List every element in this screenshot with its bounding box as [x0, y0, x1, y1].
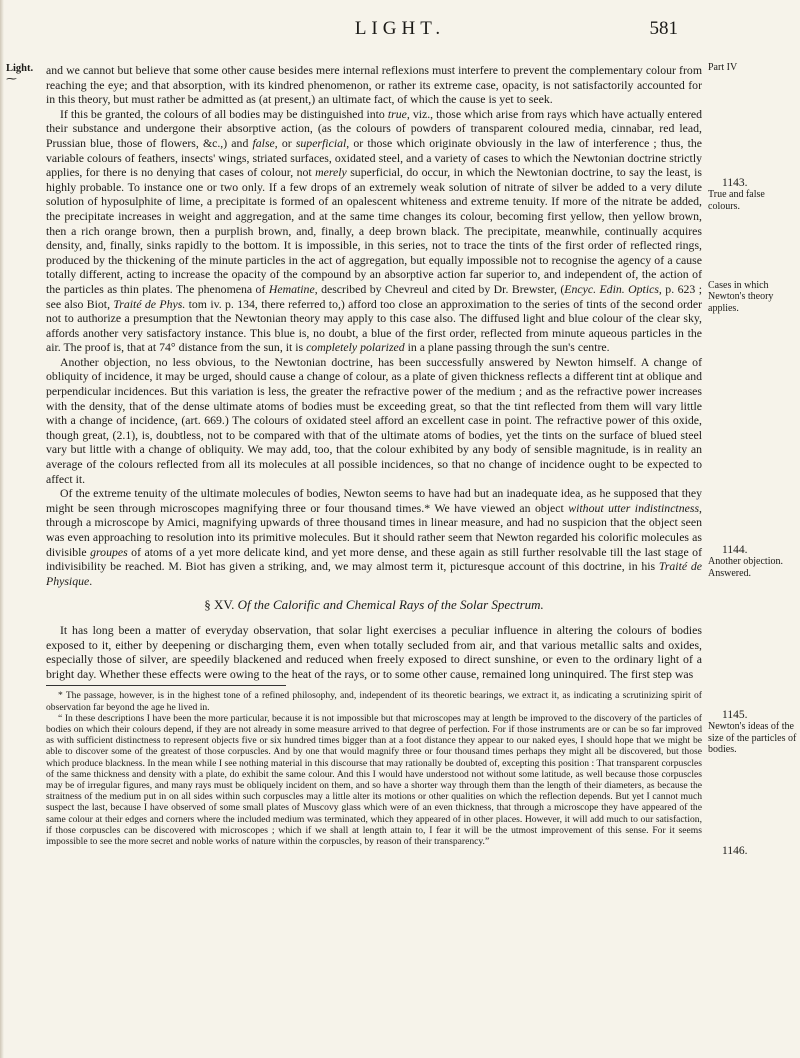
main-text — [46, 63, 702, 847]
page-number: 581 — [649, 18, 678, 39]
margin-note: 1144. Another objection. Answered. — [708, 544, 783, 579]
part-label: Part IV — [708, 62, 738, 73]
section-heading — [46, 598, 702, 613]
page-header — [0, 18, 800, 48]
footnote-divider — [46, 685, 286, 686]
page-edge — [0, 0, 4, 1058]
margin-note: 1145. Newton's ideas of the size of the particles of bodies. — [708, 709, 797, 756]
margin-note: Cases in which Newton's theory applies. — [708, 280, 774, 314]
margin-note: 1143. True and false colours. — [708, 177, 765, 212]
paragraph: Another objection, no less obvious, to the Newtonian doctrine, has been successfully answered by Newton himself. A change of obliquity of incidence, it may be urged, should cause a change of colour, as a plate of given thickness reflects a different tint at oblique and perpendicular incidences. But this variation is less, the greater the refractive power of the medium ; and as the refractive power increases with the density, that of the dense ultimate atoms of bodies must be exceeding great, so that the tint reflected from them will vary little with a change of incidence, (art. 669.) The colours of oxidated steel afford an excellent case in point. The refractive power of this oxide, though great, (2.1), is, doubtless, not to be compared with that of the ultimate atoms of bodies, yet the tints on the surface of blued steel vary but little with a change of obliquity. We may add, too, that the colour exhibited by any body of sensible magnitude, is in reality an average of the colours reflected from all its molecules at all possible incidences, so that no change of incidence ought to be expected to affect it. — [46, 354, 702, 486]
section-title: Of the Calorific and Chemical Rays of the Solar Spectrum. — [237, 597, 544, 613]
paragraph: Of the extreme tenuity of the ultimate molecules of bodies, Newton seems to have had but an inadequate idea, as he supposed that they might be seen through microscopes magnifying three or four thousand times.* We have viewed an object without utter indistinctness, through a microscope by Amici, magnifying upwards of three thousand times in linear measure, and had no suspicion that the object seen was even approaching to resolution into its primitive molecules. But it should rather seem that Newton regarded his colorific molecules as divisible groupes of atoms of a yet more delicate kind, and yet more dense, and these again as still further resolvable till the last stage of indivisibility be reached. M. Biot has given a striking, and, we may almost term it, picturesque account of this doctrine, in his Traité de Physique. — [46, 486, 702, 588]
footnote: * The passage, however, is in the highest tone of a refined philosophy, and, independent of its theoretic bearings, we extract it, as indicating a scrutinizing spirit of observation far beyond the age he lived in. — [46, 690, 702, 713]
left-margin — [6, 62, 40, 86]
footnotes — [46, 690, 702, 847]
paragraph: It has long been a matter of everyday observation, that solar light exercises a peculiar influence in altering the colours of bodies exposed to it, either by deepening or discharging them, even when totally secluded from air, and that various metallic salts and oxides, especially those of silver, are speedily blackened and reduced when freely exposed to direct sunshine, or even to the ordinary light of a bright day. Whether these effects were owing to the heat of the rays, or to some other cause, remained long uninquired. The first step was — [46, 622, 702, 681]
footnote: “ In these descriptions I have been the more particular, because it is not impossible but that microscopes may at length be improved to the discovery of the particles of bodies on which their colours depend, if they are not already in some measure arrived to that degree of perfection. For if those instruments are or can be so far improved as with sufficient distinctness to represent objects five or six hundred times bigger than at a foot distance they appear to our naked eyes, I should hope that we might be able to discover some of the greatest of those corpuscles. And by one that would magnify three or four thousand times perhaps they might all be discovered, but those which produce blackness. In the mean while I see nothing material in this discourse that may rationally be doubted of, excepting this position : That transparent corpuscles of the same thickness and density with a plate, do exhibit the same colour. And this I would have understood not without some latitude, as well because those corpuscles may be of irregular figures, and many rays must be obliquely incident on them, and so have a shorter way through them than the length of their diameters, as because the straitness of the medium put in on all sides within such corpuscles may a little alter its motions or other qualities on which the reflection depends. But yet I cannot much suspect the last, because I have observed of some small plates of Muscovy glass which were of an even thickness, that through a microscope they have appeared of the same colour at their edges and corners where the included medium was terminated, which they appeared of in other places. However, it will add much to our satisfaction, if those corpuscles can be discovered with microscopes ; which if we shall at length attain to, I fear it will be the utmost improvement of this sense. For it seems impossible to see the more secret and noble works of nature within the corpuscles, by reason of their transparency.” — [46, 712, 702, 847]
paragraph: and we cannot but believe that some other cause besides mere internal reflexions must interfere to prevent the complementary colour from reaching the eye; and that absorption, with its kindred phenomenon, or rather its extreme case, opacity, is not satisfactorily accounted for in this theory, but must rather be admitted as (at present,) an ultimate fact, of which the cause is yet to seek. — [46, 63, 702, 107]
ornament-mark: ⁓ — [6, 73, 17, 85]
running-title: LIGHT. — [354, 18, 446, 39]
section-label: Light. — [6, 63, 34, 74]
margin-note: 1146. — [722, 845, 748, 857]
paragraph: If this be granted, the colours of all bodies may be distinguished into true, viz., those which arise from rays which have actually entered their substance and undergone their absorptive action, (as the colours of powders of transparent coloured media, cinnabar, red lead, Prussian blue, those of flowers, &c.,) and false, or superficial, or those which originate obviously in the law of interference ; thus, the variable colours of feathers, insects' wings, striated surfaces, oxidated steel, and a variety of cases to which the Newtonian doctrine strictly applies, for there is no denying that cases of colour, not merely superficial, do occur, in which the Newtonian doctrine, to say the least, is highly probable. To instance one or two only. If a few drops of an extremely weak solution of nitrate of silver be added to a very dilute solution of hyposulphite of lime, a precipitate is formed of an opalescent whiteness and extreme tenuity. If more of the nitrate be added, the precipitate increases in weight and aggregation, and at the same time changes its colour, becoming first yellow, then yellow brown, then a rich orange brown, then a purplish brown, and, finally, a deep brown black. The precipitate, meanwhile, continually acquires density, and, finally, sinks rapidly to the bottom. It is impossible, in this series, not to trace the tints of the first order of reflected rings, produced by the thickening of the minute particles in the act of aggregation, but equally impossible not to recognise the agency of a cause totally different, acting to increase the opacity of the compound by an absorptive action far superior to, and independent of, the action of the particles as thin plates. The phenomena of Hematine, described by Chevreul and cited by Dr. Brewster, (Encyc. Edin. Optics, p. 623 ; see also Biot, Traité de Phys. tom iv. p. 134, there referred to,) afford too close an approximation to the series of tints of the second order not to authorize a presumption that the Newtonian theory may apply to this case also. The diffused light and blue colour of the clear sky, affords another very satisfactory instance. This blue is, no doubt, a blue of the first order, reflected from minute aqueous particles in the air. The proof is, that at 74° distance from the sun, it is completely polarized in a plane passing through the sun's centre. — [46, 106, 703, 355]
section-number: § XV. — [204, 597, 235, 613]
